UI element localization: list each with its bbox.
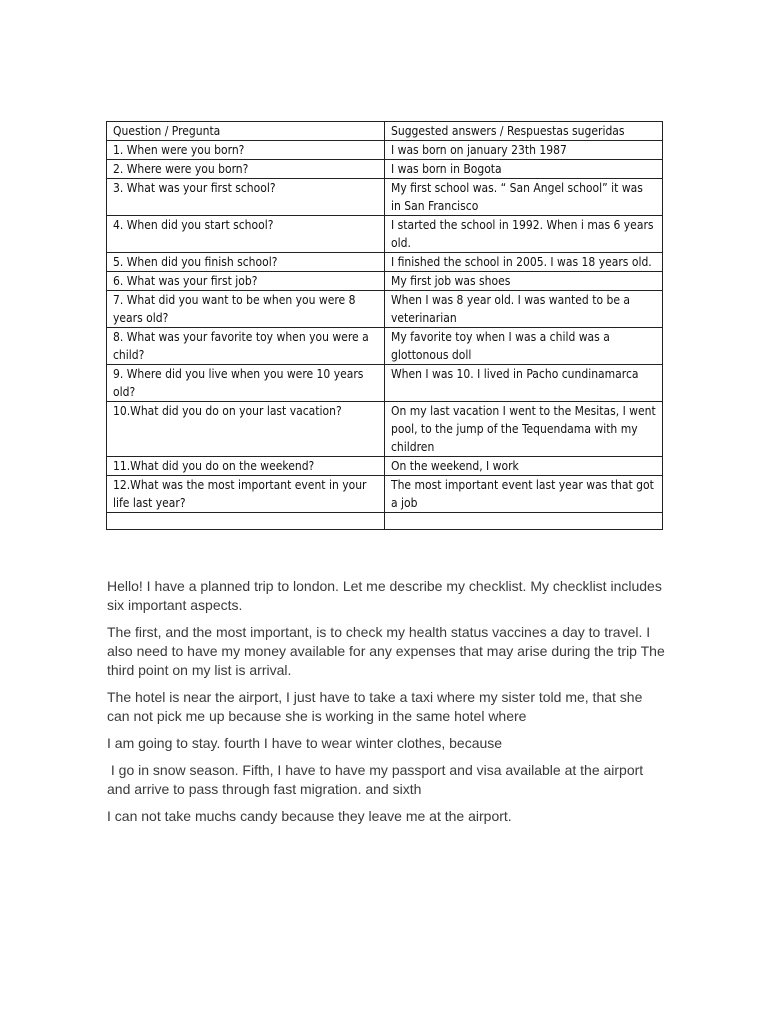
table-row — [107, 457, 663, 476]
question-cell: 3. What was your first school? — [107, 179, 385, 216]
empty-table-row — [107, 513, 663, 530]
questions-answers-table — [106, 121, 663, 530]
table-row — [107, 179, 663, 216]
paragraph: Hello! I have a planned trip to london. Let me describe my checklist. My checklist includes six important aspects. — [107, 578, 666, 613]
header-answer: Suggested answers / Respuestas sugeridas — [385, 122, 663, 141]
paragraph: I am going to stay. fourth I have to wear winter clothes, because — [107, 735, 503, 751]
answer-cell: When I was 8 year old. I was wanted to be a veterinarian — [385, 291, 663, 328]
table-row — [107, 216, 663, 253]
question-cell: 2. Where were you born? — [107, 160, 385, 179]
paragraph: I go in snow season. Fifth, I have to have my passport and visa available at the airport and arrive to pass through fast migration. and sixth — [107, 762, 648, 797]
table-row — [107, 365, 663, 402]
answer-cell: I was born in Bogota — [385, 160, 663, 179]
answer-cell: On my last vacation I went to the Mesitas, I went pool, to the jump of the Tequendama with my children — [385, 402, 663, 457]
header-question: Question / Pregunta — [107, 122, 385, 141]
question-cell: 12.What was the most important event in your life last year? — [107, 476, 385, 513]
answer-cell: I was born on january 23th 1987 — [385, 141, 663, 160]
answer-cell: I started the school in 1992. When i mas 6 years old. — [385, 216, 663, 253]
answer-cell: My first job was shoes — [385, 272, 663, 291]
paragraph: The first, and the most important, is to check my health status vaccines a day to travel. I also need to have my money available for any expenses that may arise during the trip The third point on my list is arrival. — [107, 624, 669, 678]
question-cell: 8. What was your favorite toy when you were a child? — [107, 328, 385, 365]
answer-cell: When I was 10. I lived in Pacho cundinamarca — [385, 365, 663, 402]
table-row — [107, 402, 663, 457]
question-cell: 11.What did you do on the weekend? — [107, 457, 385, 476]
table-row — [107, 291, 663, 328]
question-cell: 5. When did you finish school? — [107, 253, 385, 272]
answer-cell: My first school was. “ San Angel school” it was in San Francisco — [385, 179, 663, 216]
paragraph: I can not take muchs candy because they leave me at the airport. — [107, 808, 512, 824]
answer-cell: The most important event last year was that got a job — [385, 476, 663, 513]
question-cell: 9. Where did you live when you were 10 years old? — [107, 365, 385, 402]
paragraph: The hotel is near the airport, I just have to take a taxi where my sister told me, that she can not pick me up because she is working in the same hotel where — [107, 689, 647, 724]
question-cell: 10.What did you do on your last vacation? — [107, 402, 385, 457]
question-cell: 7. What did you want to be when you were 8 years old? — [107, 291, 385, 328]
table-row — [107, 272, 663, 291]
question-cell: 1. When were you born? — [107, 141, 385, 160]
table-row — [107, 141, 663, 160]
table-row — [107, 160, 663, 179]
table-row — [107, 253, 663, 272]
table-row — [107, 476, 663, 513]
answer-cell: I finished the school in 2005. I was 18 years old. — [385, 253, 663, 272]
question-cell: 4. When did you start school? — [107, 216, 385, 253]
question-cell: 6. What was your first job? — [107, 272, 385, 291]
question-cell — [107, 513, 385, 530]
answer-cell — [385, 513, 663, 530]
table-row — [107, 328, 663, 365]
checklist-text — [107, 577, 667, 834]
table-header-row — [107, 122, 663, 141]
answer-cell: On the weekend, I work — [385, 457, 663, 476]
answer-cell: My favorite toy when I was a child was a glottonous doll — [385, 328, 663, 365]
